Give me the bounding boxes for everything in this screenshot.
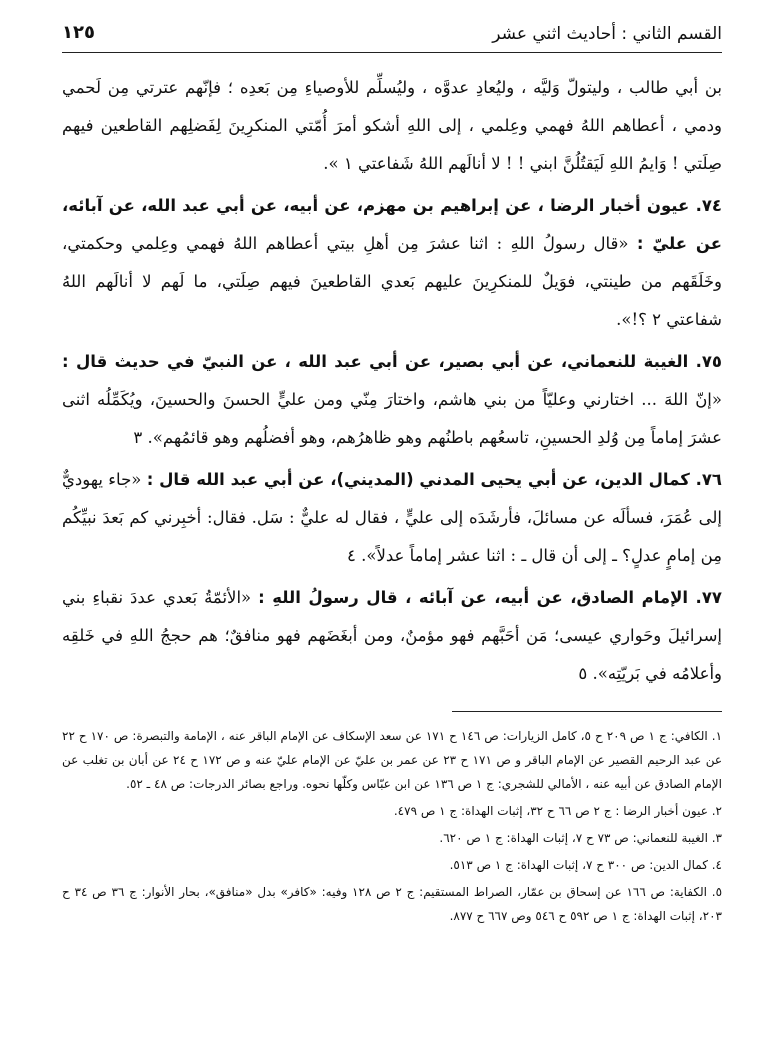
narration-chain: ٧٦. كمال الدين، عن أبي يحيى المدني (المديني)، عن أبي عبد الله قال : — [146, 470, 723, 489]
document-page — [62, 18, 722, 1038]
page-header — [62, 18, 722, 53]
narration-chain: ٧٥. الغيبة للنعماني، عن أبي بصير، عن أبي عبد الله ، عن النبيّ في حديث قال : — [62, 352, 722, 371]
footnote: ٢. عيون أخبار الرضا : ج ٢ ص ٦٦ ح ٣٢، إثبات الهداة: ج ١ ص ٤٧٩. — [393, 804, 722, 818]
footnote-separator — [452, 711, 722, 712]
hadith-text: «إنّ اللهَ ... اختارني وعليّاً من بني هاشم، واختارَ مِنّي ومن عليٍّ الحسنَ والحسينَ، ويُكَمِّلُه اثنى عشرَ إماماً مِن وُلدِ الحسينِ، تاسعُهم باطنُهم وهو ظاهرُهم، وهو أفضلُهم وهو قائمُهم». ٣ — [62, 390, 722, 447]
paragraph — [62, 461, 722, 575]
paragraph — [62, 579, 722, 693]
running-head: القسم الثاني : أحاديث اثني عشر — [492, 24, 722, 44]
footnotes — [62, 724, 722, 928]
paragraph — [62, 187, 722, 339]
footnote: ٥. الكفاية: ص ١٦٦ عن إسحاق بن عمّار، الصراط المستقيم: ج ٢ ص ١٢٨ وفيه: «كافر» بدل «منافق»، بحار الأنوار: ج ٣٦ ص ٣٤ ح ٢٠٣، إثبات الهداة: ج ١ ص ٥٩٢ ح ٥٤٦ وص ٦٦٧ ح ٨٧٧. — [62, 885, 723, 923]
hadith-text: بن أبي طالب ، وليتولّ وَليَّه ، وليُعادِ عدوَّه ، وليُسلِّم للأوصياءِ مِن بَعدِه ؛ فإنّهم عترتي مِن لَحمي ودمي ، أعطاهم اللهُ فهمي وعِلمي ، إلى اللهِ أشكو أمرَ أُمّتي المنكرِينَ لِفَضلِهم القاطعين فيهم صِلَتي ! وَايمُ اللهِ لَيَقتُلُنَّ ابني ! ! لا أنالَهم اللهُ شَفاعتي ١ ». — [62, 78, 722, 173]
hadith-text: «الأئمّةُ بَعدي عددَ نقباءِ بني إسرائيلَ وحَواري عيسى؛ مَن أحَبَّهم فهو مؤمنٌ، ومن أبغَضَهم فهو منافقٌ؛ هم حججُ اللهِ في خَلقِه وأعلامُه في بَريّتِه». ٥ — [62, 588, 722, 683]
footnote: ١. الكافي: ج ١ ص ٢٠٩ ح ٥، كامل الزيارات: ص ١٤٦ ح ١٧١ عن سعد الإسكاف عن الإمام الباقر عنه ، الإمامة والتبصرة: ص ١٧٠ ح ٢٢ عن عبد الرحيم القصير عن الإمام الباقر و ص ١٧١ ح ٢٣ عن عمر بن عليّ عن الإمام عليّ عنه و ص ١٧٢ ح ٢٤ عن أبان بن تغلب عن الإمام الصادق عن أبيه عنه ، الأمالي للشجري: ج ١ ص ١٣٦ عن ابن عبّاس وكلّها نحوه. وراجع بصائر الدرجات: ص ٤٨ ـ ٥٢. — [62, 729, 723, 791]
hadith-text: «قال رسولُ اللهِ : اثنا عشرَ مِن أهلِ بيتي أعطاهم اللهُ فهمي وعِلمي وحكمتي، وخَلَقَهم من طينتي، فوَيلٌ للمنكرِينَ عليهم بَعدي القاطعينَ فيهم صِلَتي، ما لَهم لا أنالَهم اللهُ شفاعتي ٢ ؟!». — [62, 234, 722, 329]
main-text — [62, 69, 722, 693]
footnote: ٤. كمال الدين: ص ٣٠٠ ح ٧، إثبات الهداة: ج ١ ص ٥١٣. — [449, 858, 722, 872]
footnote: ٣. الغيبة للنعماني: ص ٧٣ ح ٧، إثبات الهداة: ج ١ ص ٦٢٠. — [439, 831, 722, 845]
paragraph — [62, 69, 722, 183]
paragraph — [62, 343, 722, 457]
page-number: ١٢٥ — [62, 22, 95, 43]
narration-chain: ٧٤. عيون أخبار الرضا ، عن إبراهيم بن مهزم، عن أبيه، عن أبي عبد الله، عن آبائه، عن عليّ : — [62, 196, 722, 253]
narration-chain: ٧٧. الإمام الصادق، عن أبيه، عن آبائه ، قال رسولُ اللهِ : — [258, 588, 722, 607]
hadith-text: «جاء يهوديٌّ إلى عُمَرَ، فسألَه عن مسائلَ، فأرشَدَه إلى عليٍّ ، فقال له عليٌّ : سَل. فقال: أخبِرني كم بَعدَ نبيِّكُم مِن إمامٍ عدلٍ؟ ـ إلى أن قال ـ : اثنا عشر إماماً عدلاً». ٤ — [62, 470, 722, 565]
